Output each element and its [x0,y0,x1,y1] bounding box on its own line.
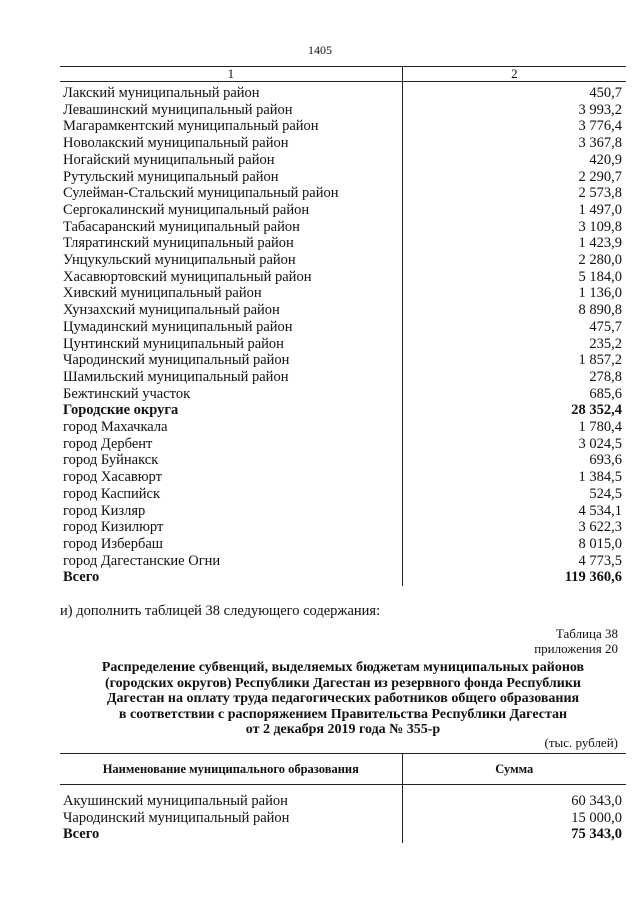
amount-value: 4 773,5 [402,553,626,570]
municipality-name: Хасавюртовский муниципальный район [63,268,312,285]
table-row [60,285,626,302]
table-heading [60,660,626,738]
amount-value: 3 622,3 [402,519,626,536]
amount-value: 3 993,2 [402,102,626,119]
table-row [60,386,626,403]
amount-value: 3 024,5 [402,436,626,453]
table-row [60,352,626,369]
column-header-1: 1 [60,67,402,82]
table-body [60,785,626,844]
table-row [60,82,626,102]
municipality-name: город Махачкала [63,419,168,436]
table-row [60,169,626,186]
table-row [60,235,626,252]
municipality-name: Рутульский муниципальный район [63,168,279,185]
municipality-name: город Каспийск [63,485,161,502]
amount-value: 28 352,4 [402,402,626,419]
column-header-sum: Сумма [402,754,626,785]
table-label-number: Таблица 38 [555,626,618,641]
heading-line: Распределение субвенций, выделяемых бюджетам муниципальных районов [101,660,585,675]
table-row [60,503,626,520]
municipality-name: Акушинский муниципальный район [63,793,288,809]
amount-value: 2 280,0 [402,252,626,269]
table-row [60,536,626,553]
municipality-name: Унцукульский муниципальный район [63,252,296,269]
table-row [60,202,626,219]
amount-value: 3 776,4 [402,118,626,135]
table-header-row [60,67,626,82]
table-row [60,569,626,586]
units-label: (тыс. рублей) [544,735,618,750]
municipality-name: Бежтинский участок [63,385,191,402]
heading-line: Дагестан на оплату труда педагогических работников общего образования [106,691,580,706]
amount-value: 1 423,9 [402,235,626,252]
spacer-cell [402,785,626,794]
table-row [60,553,626,570]
municipality-name: Цумадинский муниципальный район [63,318,293,335]
amount-value: 524,5 [402,486,626,503]
amount-value: 450,7 [402,82,626,102]
table-row [60,135,626,152]
column-header-2: 2 [402,67,626,82]
intro-text: и) дополнить таблицей 38 следующего содержания: [60,603,381,619]
municipality-name: Сулейман-Стальский муниципальный район [63,185,339,202]
municipality-name: город Хасавюрт [63,469,162,486]
amount-value: 1 136,0 [402,285,626,302]
amount-value: 2 573,8 [402,185,626,202]
table-row [60,102,626,119]
municipality-name: Лакский муниципальный район [63,85,260,101]
amount-value: 3 109,8 [402,219,626,236]
table-row [60,185,626,202]
amount-value: 693,6 [402,452,626,469]
amount-value: 1 384,5 [402,469,626,486]
table-row [60,486,626,503]
municipality-name: Чародинский муниципальный район [63,352,290,369]
table-row [60,436,626,453]
municipality-name: Чародинский муниципальный район [63,809,290,826]
heading-line: от 2 декабря 2019 года № 355-р [245,722,441,737]
amount-value: 420,9 [402,152,626,169]
municipality-name: город Избербаш [63,535,163,552]
table-row [60,219,626,236]
amount-value: 2 290,7 [402,169,626,186]
table-body [60,82,626,587]
municipality-name: город Буйнакск [63,452,159,469]
table-row [60,369,626,386]
table-row [60,402,626,419]
amount-value: 475,7 [402,319,626,336]
municipality-name: Тляратинский муниципальный район [63,235,294,252]
table-row [60,152,626,169]
amount-value: 235,2 [402,336,626,353]
table-row [60,469,626,486]
table-row [60,118,626,135]
amount-value: 15 000,0 [402,810,626,827]
amount-value: 5 184,0 [402,269,626,286]
heading-line: (городских округов) Республики Дагестан из резервного фонда Республики [105,675,581,691]
municipality-name: город Кизляр [63,502,146,519]
heading-line: в соответствии с распоряжением Правительства Республики Дагестан [118,706,568,722]
municipality-name: Магарамкентский муниципальный район [63,118,319,135]
municipality-name: Новолакский муниципальный район [63,135,289,152]
municipality-name: Хивский муниципальный район [63,285,262,302]
municipality-name: город Дербент [63,435,153,452]
municipality-name: Табасаранский муниципальный район [63,218,300,235]
municipality-name: Цунтинский муниципальный район [63,335,284,352]
municipality-name: Левашинский муниципальный район [63,101,293,118]
amount-value: 119 360,6 [402,569,626,586]
table-row [60,252,626,269]
amount-value: 1 497,0 [402,202,626,219]
table-row [60,826,626,843]
municipality-name: Всего [63,569,100,586]
municipality-name: Городские округа [63,402,179,419]
table-row [60,269,626,286]
municipality-name: город Кизилюрт [63,519,164,536]
table-row [60,302,626,319]
table-row [60,519,626,536]
amount-value: 278,8 [402,369,626,386]
spacer-cell [60,785,402,794]
amount-value: 3 367,8 [402,135,626,152]
municipality-name: Сергокалинский муниципальный район [63,201,310,218]
table-label-appendix: приложения 20 [534,641,618,656]
municipality-name: Хунзахский муниципальный район [63,302,280,319]
municipality-name: Всего [63,826,100,843]
column-header-municipality: Наименование муниципального образования [60,754,402,785]
amount-value: 8 890,8 [402,302,626,319]
table-row [60,452,626,469]
table-row [60,419,626,436]
table-header-row [60,754,626,785]
table-label [534,626,618,656]
municipality-name: город Дагестанские Огни [63,552,221,569]
distribution-table-continued [60,66,626,586]
amount-value: 75 343,0 [402,826,626,843]
municipality-name: Шамильский муниципальный район [63,368,289,385]
municipality-name: Ногайский муниципальный район [63,151,275,168]
table-row [60,810,626,827]
amount-value: 1 780,4 [402,419,626,436]
subvention-table [60,753,626,843]
amount-value: 60 343,0 [402,793,626,810]
amount-value: 1 857,2 [402,352,626,369]
spacer-row [60,785,626,794]
amount-value: 8 015,0 [402,536,626,553]
table-row [60,793,626,810]
table-row [60,319,626,336]
table-row [60,336,626,353]
page-number: 1405 [308,43,332,57]
amount-value: 685,6 [402,386,626,403]
amount-value: 4 534,1 [402,503,626,520]
